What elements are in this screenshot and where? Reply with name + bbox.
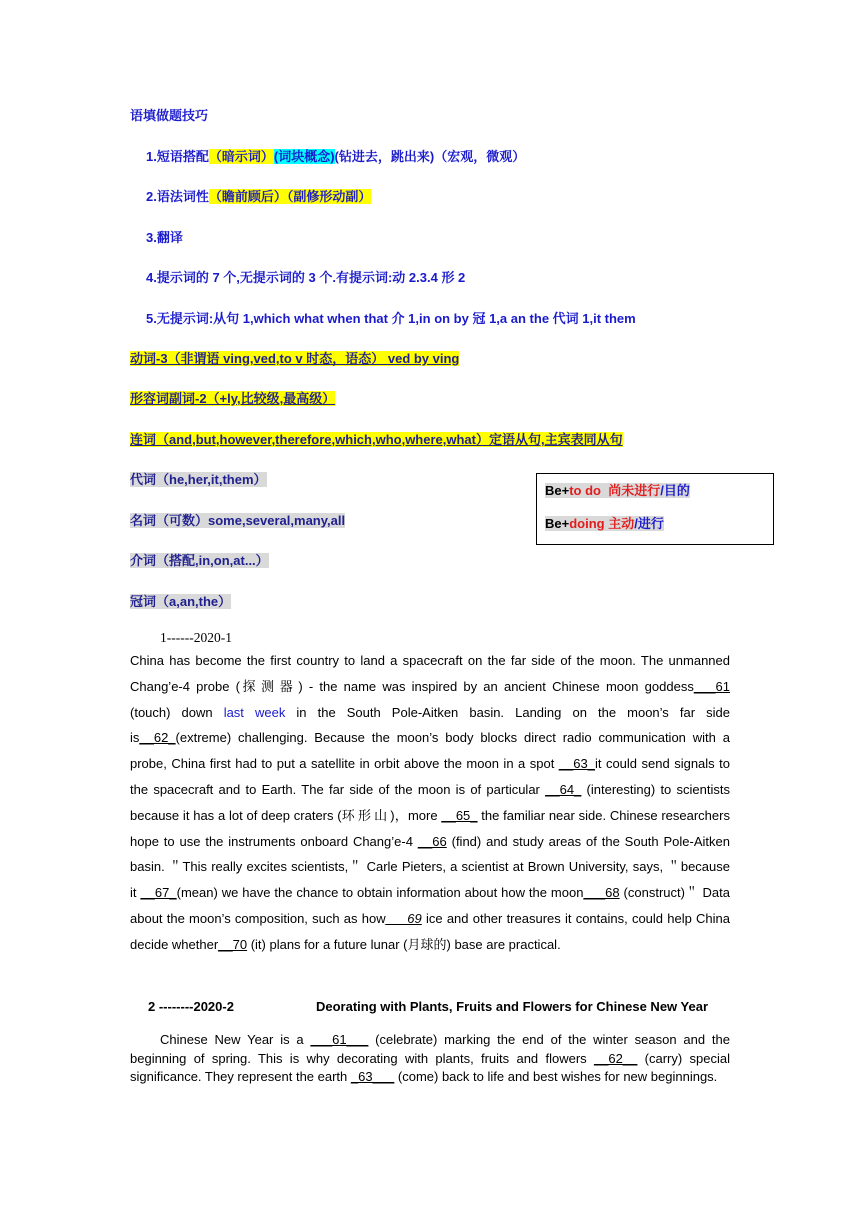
be-doing-row: Be+doing 主动/进行 xyxy=(545,516,664,531)
passage-2-text: Chinese New Year is a ___61___ (celebrate) marking the end of the winter season and the beginning of spring. This is why decorating with plants, fruits and flowers __62__ (carry) special significance. They represent the earth _63___ (come) back to life and best wishes for new beginnings. xyxy=(130,1032,730,1084)
tip-num: 3. xyxy=(146,230,157,245)
page-title: 语填做题技巧 xyxy=(130,108,209,123)
last-week-link-text: last week xyxy=(223,704,286,720)
category-conjunction: 连词（and,but,however,therefore,which,who,where,what）定语从句,主宾表同从句 xyxy=(130,432,623,447)
be-to-do-box xyxy=(536,473,774,545)
tip-text: 短语搭配 xyxy=(156,149,209,164)
category-pronoun: 代词（he,her,it,them） xyxy=(130,472,267,487)
be-to-do-row: Be+to do 尚未进行/目的 xyxy=(545,483,690,498)
category-article: 冠词（a,an,the） xyxy=(130,594,232,609)
blank-70: __70 xyxy=(218,936,248,952)
passage-1-text: China has become the first country to land a spacecraft on the far side of the moon. The unmanned Chang’e-4 probe (探测器) - the name was inspired by an ancient Chinese moon goddess___61 (touch) down last week in the South Pole-Aitken basin. Landing on the moon’s far side is__62_(extreme) challenging. Because the moon’s body blocks direct radio communication with a probe, China first had to put a satellite in orbit above the moon in a spot __63_it could send signals to the spacecraft and to Earth. The far side of the moon is of particular __64_ (interesting) to scientists because it has a lot of deep craters (环形山)，more __65_ the familiar near side. Chinese researchers hope to use the instruments onboard Chang’e-4 __66 (find) and study areas of the South Pole-Aitken basin. ＂This really excites scientists,＂ Carle Pieters, a scientist at Brown University, says, ＂because it __67_(mean) we have the chance to obtain information about how the moon___68 (construct)＂ Data about the moon’s composition, such as how___69 ice and other treasures it contains, could help China decide whether__70 (it) plans for a future lunar (月球的) base are practical. xyxy=(130,653,731,952)
tip-4 xyxy=(146,269,465,287)
category-preposition: 介词（搭配,in,on,at...） xyxy=(130,553,269,568)
category-noun: 名词（可数）some,several,many,all xyxy=(130,513,346,528)
tip-1 xyxy=(146,148,525,166)
tip-text: 无提示词:从句 1,which what when that 介 1,in on by 冠 1,a an the 代词 1,it them xyxy=(156,311,636,326)
category-adj-adv: 形容词副词-2（+ly,比较级,最高级） xyxy=(130,391,336,406)
tip-highlight: （瞻前顾后）（副修形动副） xyxy=(208,189,372,204)
tip-text: 语法词性 xyxy=(156,189,209,204)
blank-66: __66 xyxy=(417,833,447,849)
tip-num: 1. xyxy=(146,149,157,164)
blank-65: __65_ xyxy=(441,807,478,823)
tip-2 xyxy=(146,188,371,206)
blank-62: __62_ xyxy=(139,730,176,746)
category-verb: 动词-3（非谓语 ving,ved,to v 时态，语态） ved by ving xyxy=(130,351,460,366)
tip-text: 翻译 xyxy=(156,230,183,245)
passage-1-header: 1------2020-1 xyxy=(160,630,232,645)
tip-5 xyxy=(146,310,636,328)
tip-highlight: （暗示词） xyxy=(208,149,274,164)
blank-61: ___61 xyxy=(693,678,730,694)
blank-2-61: ___61___ xyxy=(310,1032,369,1047)
blank-69: ___69 xyxy=(385,910,422,926)
passage-2-header xyxy=(148,998,234,1016)
tip-text: 提示词的 7 个,无提示词的 3 个.有提示词:动 2.3.4 形 2 xyxy=(156,270,466,285)
blank-68: ___68 xyxy=(583,885,620,901)
tip-highlight-cyan: (词块概念) xyxy=(273,149,335,164)
tip-rest: (钻进去，跳出来)（宏观，微观） xyxy=(334,149,526,164)
tip-3 xyxy=(146,229,183,247)
blank-2-62: __62__ xyxy=(593,1050,638,1066)
tip-num: 4. xyxy=(146,270,157,285)
blank-2-63: _63___ xyxy=(350,1069,395,1084)
blank-63: __63_ xyxy=(558,756,595,772)
passage-2-number: 2 --------2020-2 xyxy=(148,999,234,1014)
tip-num: 5. xyxy=(146,311,157,326)
blank-64: __64_ xyxy=(545,781,582,797)
passage-2-title: Deorating with Plants, Fruits and Flowers for Chinese New Year xyxy=(316,999,709,1014)
blank-67: __67_ xyxy=(140,885,177,901)
tip-num: 2. xyxy=(146,189,157,204)
